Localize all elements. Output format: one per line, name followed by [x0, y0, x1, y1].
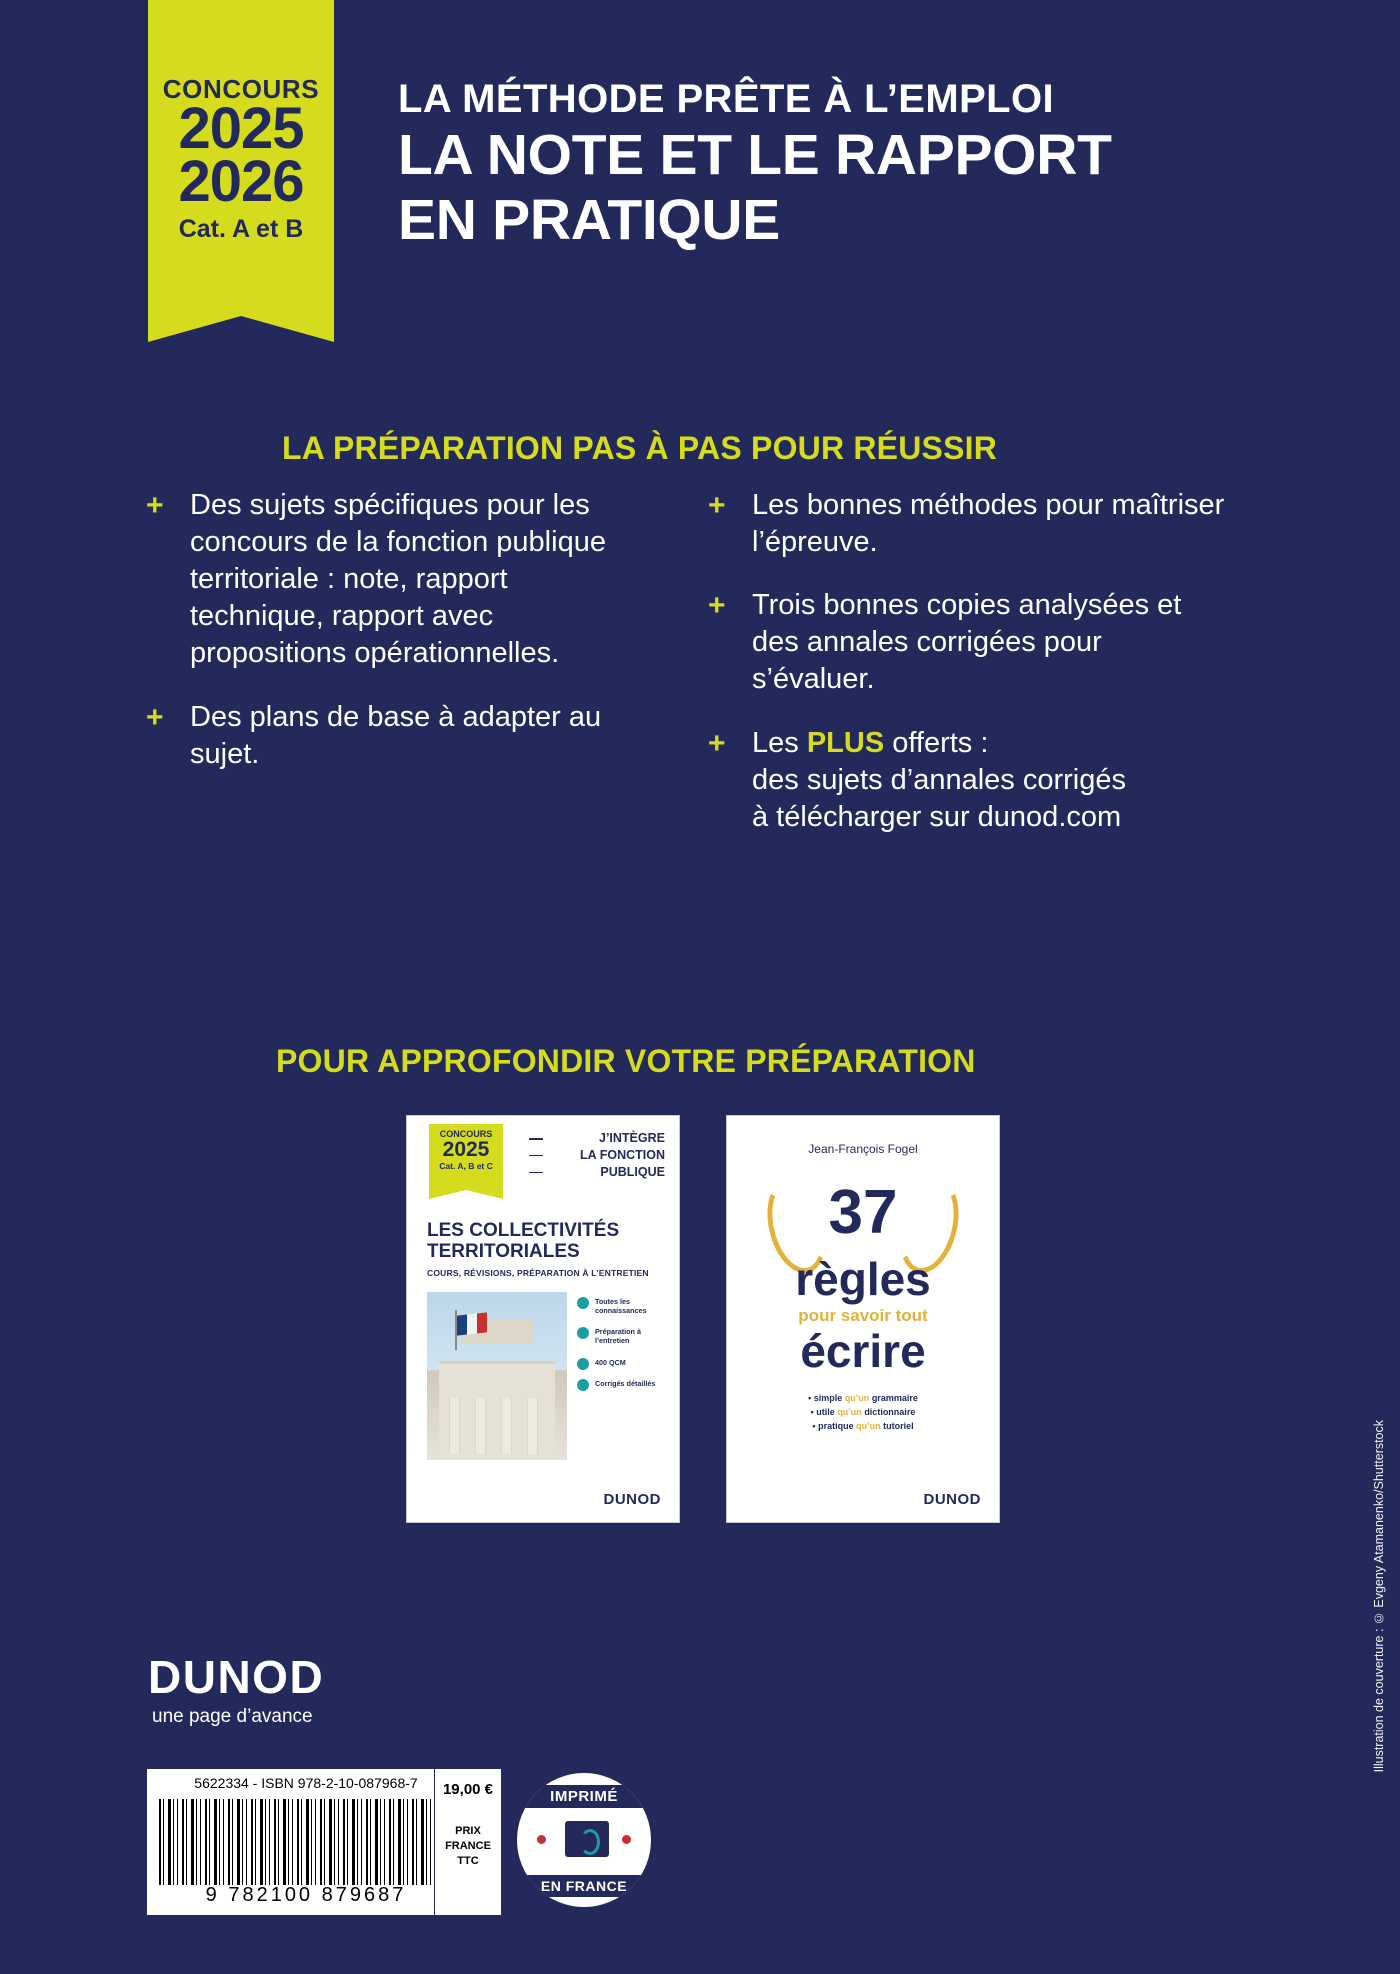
book1-badge-concours: CONCOURS	[439, 1129, 493, 1139]
plus-icon: +	[146, 489, 164, 522]
barcode	[146, 1768, 466, 1916]
section-heading-approfondir: POUR APPROFONDIR VOTRE PRÉPARATION	[276, 1043, 976, 1079]
book1-publisher-logo: DUNOD	[603, 1491, 661, 1508]
book2-author: Jean-François Fogel	[808, 1142, 918, 1156]
price-label-line-2: FRANCE	[445, 1839, 491, 1852]
list-item	[727, 1420, 999, 1434]
list-item-label: Toutes les connaissances	[595, 1297, 647, 1315]
book-icon	[565, 1821, 609, 1857]
list-item	[146, 487, 646, 673]
offers-line-2: des sujets d’annales corrigés	[752, 763, 1126, 796]
plus-icon: +	[708, 489, 726, 522]
list-item-label-a: • simple	[808, 1393, 845, 1403]
book2-word-ecrire: écrire	[800, 1325, 926, 1377]
book1-corner-text	[547, 1130, 665, 1181]
column-shape	[449, 1398, 460, 1454]
list-item	[727, 1406, 999, 1420]
check-icon	[577, 1358, 589, 1370]
list-item-label-a: • utile	[810, 1406, 838, 1417]
list-item-label: 400 QCM	[595, 1357, 626, 1367]
publisher-logo	[148, 1650, 324, 1728]
offers-highlight: PLUS	[806, 726, 885, 759]
concours-badge	[148, 0, 334, 316]
book1-corner-line-1: J’INTÈGRE	[547, 1130, 665, 1147]
bullet-column-right	[708, 487, 1228, 862]
book2-feature-list	[727, 1392, 999, 1434]
list-item	[708, 587, 1228, 698]
publisher-name: DUNOD	[148, 1651, 325, 1703]
offers-line-3: à télécharger sur dunod.com	[752, 800, 1122, 833]
page-title-line-2: EN PRATIQUE	[398, 188, 781, 253]
list-item	[708, 487, 1228, 561]
list-item	[577, 1298, 669, 1315]
book1-corner-line-2: LA FONCTION	[547, 1147, 665, 1164]
badge-categories: Cat. A et B	[178, 214, 304, 243]
book1-subtitle: COURS, RÉVISIONS, PRÉPARATION À L’ENTRETIEN	[427, 1268, 649, 1278]
price-label	[435, 1824, 501, 1869]
list-item	[577, 1359, 669, 1368]
book1-badge-year: 2025	[442, 1138, 490, 1161]
check-icon	[577, 1297, 589, 1309]
offers-prefix: Les	[752, 726, 807, 759]
list-item-label-c: tutoriel	[880, 1420, 914, 1431]
price-label-line-1: PRIX	[455, 1825, 481, 1837]
list-item-label-c: grammaire	[869, 1393, 918, 1403]
book1-title-line-1: LES COLLECTIVITÉS	[427, 1220, 620, 1241]
badge-year-2026: 2026	[178, 149, 304, 215]
book1-title	[427, 1220, 663, 1263]
badge-concours-label: CONCOURS	[162, 74, 320, 104]
book1-corner-line-3: PUBLIQUE	[547, 1164, 665, 1181]
book2-word-regles: règles	[795, 1253, 931, 1305]
list-item-label: Des sujets spécifiques pour les concours de la fonction publique territoriale : note, rapport technique, rapport avec propositions opérationnelles.	[190, 489, 606, 670]
list-item	[727, 1392, 999, 1406]
list-item-label: Trois bonnes copies analysées et des annales corrigées pour s’évaluer.	[752, 589, 1182, 696]
plus-icon: +	[146, 700, 164, 734]
printed-in-france-stamp	[514, 1770, 654, 1910]
check-icon	[577, 1379, 589, 1391]
stamp-dot-left	[537, 1835, 546, 1844]
list-item-label: Préparation à l’entretien	[595, 1327, 641, 1345]
list-item-label: Les bonnes méthodes pour maîtriser l’épreuve.	[752, 489, 1225, 559]
book1-cover-photo	[427, 1292, 567, 1460]
book-cover-collectivites-territoriales[interactable]	[406, 1115, 680, 1523]
list-item-label-a: • pratique	[812, 1420, 857, 1431]
book-cover-37-regles[interactable]	[726, 1115, 1000, 1523]
book1-title-line-2: TERRITORIALES	[427, 1241, 580, 1263]
barcode-bars	[159, 1799, 453, 1885]
related-books	[406, 1115, 1006, 1535]
price-amount: 19,00 €	[442, 1781, 494, 1798]
barcode-isbn: 5622334 - ISBN 978-2-10-087968-7	[194, 1775, 418, 1791]
section-heading-preparation: LA PRÉPARATION PAS À PAS POUR RÉUSSIR	[282, 430, 998, 466]
french-flag-icon	[457, 1312, 487, 1335]
book1-feature-list	[577, 1298, 669, 1402]
stamp-bottom-label: EN FRANCE	[517, 1875, 651, 1897]
list-item-plus-offers	[708, 725, 1228, 836]
plus-icon: +	[708, 726, 726, 760]
list-item	[577, 1328, 669, 1345]
column-shape	[527, 1398, 538, 1454]
kicker-text: LA MÉTHODE PRÊTE À L’EMPLOI	[398, 77, 1055, 121]
bullet-column-left	[146, 487, 646, 799]
badge-year-2025: 2025	[178, 96, 304, 161]
title-block	[398, 78, 1298, 251]
offers-suffix: offerts :	[884, 726, 989, 759]
book2-number: 37	[828, 1178, 898, 1247]
list-item	[146, 699, 646, 773]
book2-subtitle: pour savoir tout	[798, 1306, 928, 1325]
list-item-label: Corrigés détaillés	[595, 1379, 656, 1389]
column-shape	[475, 1398, 486, 1454]
stamp-dot-right	[622, 1835, 631, 1844]
page-title-line-1: LA NOTE ET LE RAPPORT	[398, 123, 1112, 187]
list-item-label-b: qu’un	[837, 1406, 862, 1417]
list-item	[577, 1380, 669, 1389]
barcode-number: 9 782100 879687	[205, 1884, 407, 1906]
plus-icon: +	[708, 589, 726, 623]
column-shape	[501, 1398, 512, 1454]
list-item-label: Des plans de base à adapter au sujet.	[190, 700, 602, 770]
book1-concours-badge	[429, 1124, 503, 1190]
publisher-tagline: une page d’avance	[152, 1706, 313, 1727]
price-label-line-3: TTC	[457, 1854, 479, 1867]
book2-publisher-logo: DUNOD	[923, 1491, 981, 1508]
book1-badge-categories: Cat. A, B et C	[439, 1161, 493, 1171]
list-item-label-b: qu’un	[844, 1393, 870, 1403]
list-item-label-b: qu’un	[856, 1420, 881, 1431]
stamp-top-label: IMPRIMÉ	[517, 1785, 651, 1808]
cover-illustration-credit: Illustration de couverture : © Evgeny Atamanenko/Shutterstock	[1372, 1420, 1386, 1773]
price-box	[434, 1768, 502, 1916]
check-icon	[577, 1327, 589, 1339]
list-item-label-c: dictionnaire	[861, 1406, 916, 1417]
